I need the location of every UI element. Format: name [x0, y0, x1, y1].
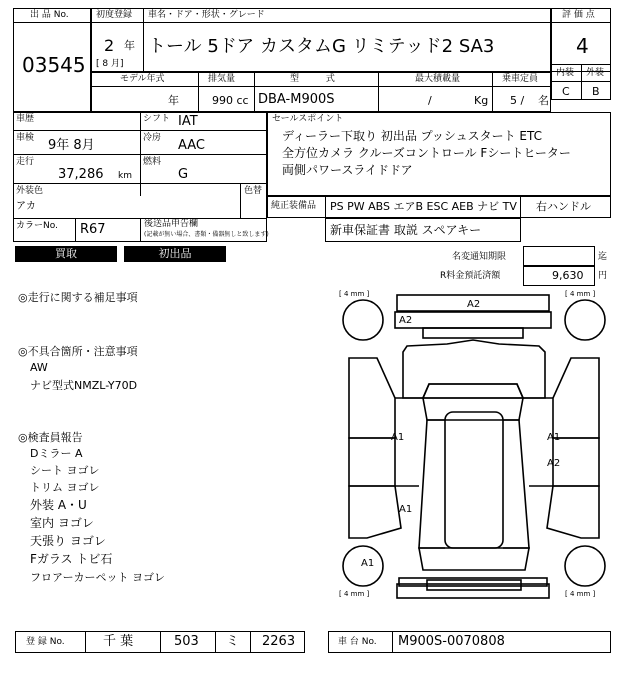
- capacity: 5 /: [510, 94, 525, 107]
- sales-line-3: 両側パワースライドドア: [282, 163, 413, 177]
- lot-number: 03545: [22, 53, 86, 77]
- model-year-unit: 年: [168, 94, 179, 107]
- color-no-value: R67: [80, 222, 106, 237]
- registration-class: 503: [174, 634, 199, 649]
- mark-left-rear-quarter: A1: [361, 558, 375, 569]
- inspector-line: Dミラー A: [30, 447, 83, 460]
- first-registration-year: 2: [104, 36, 115, 55]
- grade-label: 評 価 点: [562, 10, 595, 20]
- mark-left-rear-door: A1: [399, 504, 413, 515]
- fuel-label: 燃料: [143, 157, 162, 167]
- steering-value: 右ハンドル: [536, 200, 591, 213]
- exterior-grade: B: [592, 85, 600, 98]
- defect-line: AW: [30, 361, 48, 374]
- warranty-value: 新車保証書 取説 スペアキー: [330, 223, 482, 237]
- inspector-line: 外装 A・U: [30, 498, 87, 512]
- max-load-unit: Kg: [474, 94, 489, 107]
- recycle-unit: 円: [598, 271, 608, 281]
- mark-hood: A2: [399, 315, 413, 326]
- name-change-label: 名変通知期限: [452, 252, 507, 262]
- lot-number-label: 出 品 No.: [30, 10, 69, 20]
- model-year-label: モデル年式: [120, 74, 165, 84]
- recycle-label: R料金預託済額: [440, 271, 501, 281]
- mileage-label: 走行: [16, 157, 35, 167]
- driving-remarks-title: ◎走行に関する補足事項: [18, 291, 138, 304]
- grade-value: 4: [576, 34, 589, 58]
- sales-line-2: 全方位カメラ クルーズコントロール Fシートヒーター: [282, 146, 571, 160]
- history-label: 車歴: [16, 114, 35, 124]
- mark-front-bumper: A2: [467, 299, 481, 310]
- tire-tread-top-left: [ 4 mm ]: [339, 290, 370, 298]
- registration-label: 登 録 No.: [26, 637, 65, 647]
- shift-value: IAT: [178, 114, 198, 129]
- tire-tread-bottom-right: [ 4 mm ]: [565, 590, 596, 598]
- name-change-unit: 迄: [598, 252, 608, 262]
- recycle-value: 9,630: [552, 269, 584, 282]
- ext-color-label: 外装色: [16, 186, 44, 196]
- capacity-unit: 名: [538, 94, 549, 107]
- max-load: /: [428, 94, 432, 107]
- first-listing-tag: 初出品: [124, 246, 226, 262]
- color-change-label: 色替: [244, 186, 263, 196]
- sales-line-1: ディーラー下取り 初出品 プッシュスタート ETC: [282, 129, 542, 143]
- fuel-value: G: [178, 167, 189, 182]
- exterior-label: 外装: [586, 68, 605, 78]
- car-name: トール 5ドア カスタムG リミテッド2 SA3: [148, 36, 495, 57]
- type-label: 型 式: [290, 74, 347, 84]
- car-name-label: 車名・ドア・形状・グレード: [148, 10, 265, 20]
- chassis-label: 車 台 No.: [338, 637, 377, 647]
- color-no-label: カラーNo.: [16, 221, 58, 231]
- defects-title: ◎不具合箇所・注意事項: [18, 345, 138, 358]
- purchase-tag: 買取: [15, 246, 117, 262]
- first-registration-year-unit: 年: [124, 39, 135, 52]
- mark-left-front-door: A1: [391, 432, 405, 443]
- tire-tread-top-right: [ 4 mm ]: [565, 290, 596, 298]
- inspector-line: 室内 ヨゴレ: [30, 516, 94, 530]
- equipment-value: PS PW ABS エアB ESC AEB ナビ TV: [330, 200, 517, 213]
- type-value: DBA-M900S: [258, 92, 335, 107]
- displacement: 990 cc: [212, 94, 249, 107]
- inspector-line: フロアーカーペット ヨゴレ: [30, 571, 165, 584]
- mark-right-front-door: A1: [547, 432, 561, 443]
- ext-color-value: アカ: [16, 201, 36, 212]
- max-load-label: 最大積載量: [415, 74, 461, 84]
- cooling-label: 冷房: [143, 133, 162, 143]
- aftermarket-label: 後送品申告欄: [144, 219, 199, 229]
- equipment-label: 純正装備品: [271, 201, 317, 211]
- mileage-value: 37,286: [58, 167, 104, 182]
- capacity-label: 乗車定員: [502, 74, 539, 84]
- displacement-label: 排気量: [208, 74, 236, 84]
- interior-label: 内装: [556, 68, 575, 78]
- first-registration-month: [ 8 月]: [96, 59, 124, 69]
- inspection-value: 9年 8月: [48, 138, 95, 153]
- chassis-number: M900S-0070808: [398, 634, 505, 649]
- cooling-value: AAC: [178, 138, 205, 153]
- inspector-line: トリム ヨゴレ: [30, 481, 100, 494]
- mark-right-rear-door: A2: [547, 458, 561, 469]
- mileage-unit: km: [118, 171, 132, 181]
- inspection-label: 車検: [16, 133, 35, 143]
- name-change-box: [523, 246, 595, 266]
- car-damage-diagram: [337, 288, 613, 626]
- first-registration-label: 初度登録: [96, 10, 133, 20]
- inspector-line: シート ヨゴレ: [30, 464, 100, 477]
- sales-label: セールスポイント: [272, 114, 344, 124]
- interior-grade: C: [562, 85, 570, 98]
- defect-line: ナビ型式NMZL-Y70D: [30, 379, 138, 392]
- registration-kana: ミ: [226, 634, 240, 649]
- registration-number: 2263: [262, 634, 296, 649]
- inspector-line: Fガラス トビ石: [30, 552, 113, 566]
- inspector-line: 天張り ヨゴレ: [30, 534, 106, 548]
- registration-place: 千 葉: [103, 634, 134, 649]
- shift-label: シフト: [143, 114, 171, 124]
- tire-tread-bottom-left: [ 4 mm ]: [339, 590, 370, 598]
- aftermarket-note: (記載が無い場合、書類・備器無しと致します): [144, 231, 269, 238]
- inspector-title: ◎検査員報告: [18, 431, 83, 444]
